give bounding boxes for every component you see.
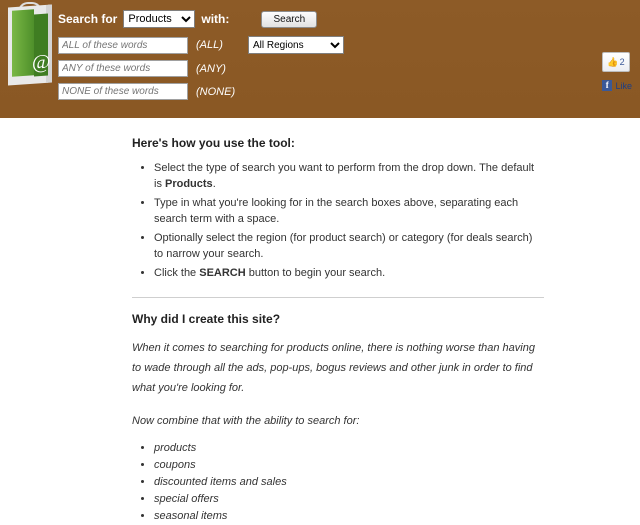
all-words-hint: (ALL) bbox=[196, 39, 223, 51]
facebook-icon: f bbox=[602, 80, 612, 91]
howto-text-pre: Click the bbox=[154, 267, 200, 279]
site-header bbox=[0, 0, 640, 118]
howto-text-bold: Products bbox=[165, 178, 213, 190]
none-words-input[interactable] bbox=[58, 83, 188, 100]
list-item bbox=[154, 160, 544, 192]
howto-title: Here's how you use the tool: bbox=[132, 136, 295, 150]
facebook-share-button[interactable] bbox=[602, 52, 630, 72]
none-words-hint: (NONE) bbox=[196, 85, 236, 98]
all-words-input[interactable] bbox=[58, 37, 188, 54]
search-type-select[interactable] bbox=[123, 10, 195, 28]
why-paragraph-2: Now combine that with the ability to search for: bbox=[132, 415, 360, 427]
list-item: • products bbox=[154, 440, 544, 457]
list-item bbox=[154, 195, 544, 227]
section-divider bbox=[132, 297, 544, 298]
list-item: • special offers bbox=[154, 491, 544, 508]
howto-text-post: . bbox=[212, 178, 216, 190]
bag-front-left bbox=[12, 9, 34, 77]
any-words-hint: (ANY) bbox=[196, 62, 226, 75]
thumbs-up-icon: 👍 bbox=[607, 56, 619, 67]
with-label: with: bbox=[201, 12, 230, 26]
facebook-like-button[interactable] bbox=[602, 80, 632, 91]
social-widgets bbox=[602, 52, 632, 91]
main-content bbox=[0, 118, 640, 525]
none-words-row bbox=[58, 83, 344, 100]
search-for-label: Search for bbox=[58, 12, 118, 26]
howto-text-pre: Type in what you're looking for in the search boxes above, separating each search term with a space. bbox=[154, 197, 519, 225]
howto-list bbox=[132, 160, 544, 281]
why-title: Why did I create this site? bbox=[132, 312, 281, 326]
all-words-row bbox=[58, 36, 344, 54]
why-paragraph-1: When it comes to searching for products online, there is nothing worse than having to wade through all the ads, pop-ups, bogus reviews and other junk in order to find what you're looking for. bbox=[132, 342, 535, 394]
list-item: • discounted items and sales bbox=[154, 474, 544, 491]
share-count: 2 bbox=[619, 57, 625, 67]
any-words-input[interactable] bbox=[58, 60, 188, 77]
howto-text-pre: Optionally select the region (for product search) or category (for deals search) to narrow your search. bbox=[154, 232, 533, 260]
list-item bbox=[154, 230, 544, 262]
list-item: • seasonal items bbox=[154, 508, 544, 525]
search-type-row bbox=[58, 8, 344, 30]
howto-text-post: button to begin your search. bbox=[245, 267, 386, 279]
howto-text-bold: SEARCH bbox=[199, 267, 246, 279]
any-words-row bbox=[58, 60, 344, 77]
search-button[interactable]: Search bbox=[261, 11, 317, 28]
search-capability-list bbox=[132, 440, 544, 525]
region-select[interactable] bbox=[248, 36, 344, 54]
list-item: • coupons bbox=[154, 457, 544, 474]
site-logo bbox=[2, 0, 58, 92]
list-item bbox=[154, 265, 544, 281]
howto-text-pre: Select the type of search you want to perform from the drop down. The default is bbox=[154, 162, 535, 190]
search-form bbox=[58, 8, 344, 100]
facebook-like-label: Like bbox=[615, 80, 632, 91]
at-symbol-icon: @ bbox=[32, 51, 51, 73]
